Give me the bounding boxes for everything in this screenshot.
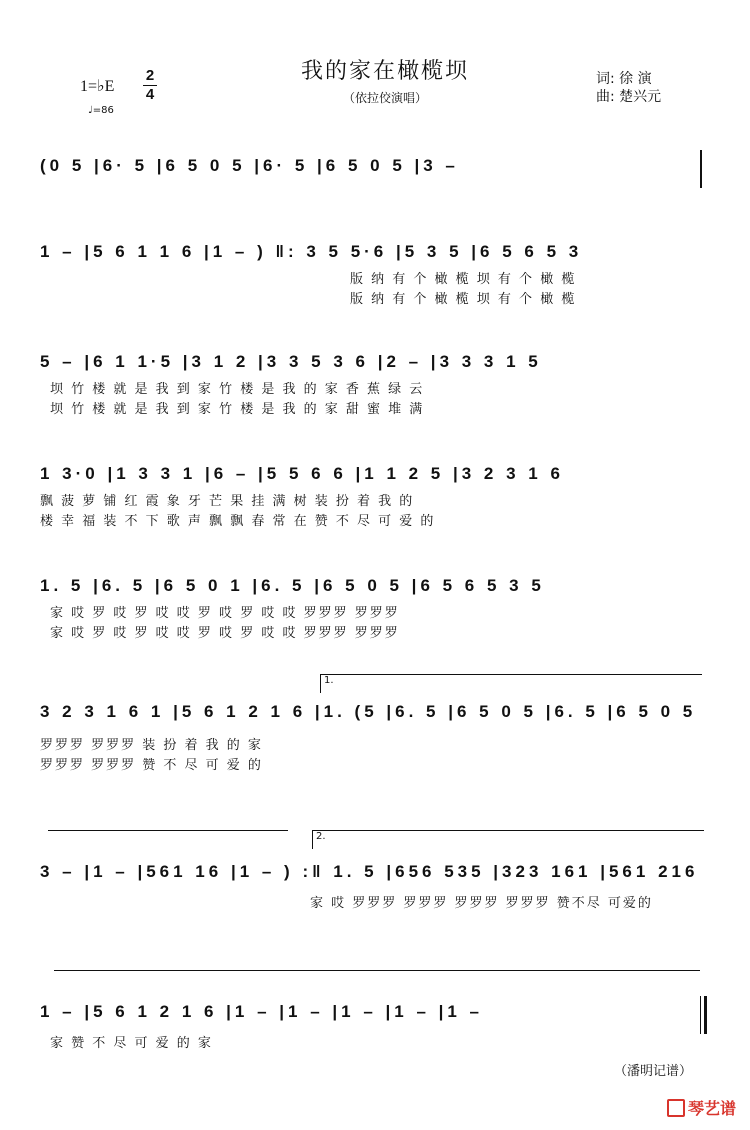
lyric-verse-1: 版 纳 有 个 橄 榄 坝 有 个 橄 榄 [350, 272, 577, 287]
logo-text: 琴艺谱 [687, 1099, 736, 1118]
transcriber-credit: （潘明记谱） [613, 1064, 692, 1079]
volta-bracket-2: 2. [312, 830, 704, 849]
song-title: 我的家在橄榄坝 [300, 59, 469, 84]
score-system [40, 236, 710, 316]
song-subtitle: （依拉佼演唱） [342, 91, 427, 105]
notes-line: 1 – |5 6 1 2 1 6 |1 – |1 – |1 – |1 – |1 – [40, 1002, 484, 1021]
time-signature-top: 2 [145, 67, 155, 84]
time-signature-bottom: 4 [145, 86, 155, 103]
score-system [40, 675, 710, 776]
logo-icon [667, 1099, 685, 1117]
lyric-verse-2: 罗罗罗 罗罗罗 赞 不 尽 可 爱 的 [40, 758, 263, 773]
score-system [40, 831, 710, 916]
lyric-verse-1: 家 赞 不 尽 可 爱 的 家 [50, 1036, 213, 1051]
notes-line: (0 5 |6· 5 |6 5 0 5 |6· 5 |6 5 0 5 |3 – [40, 156, 459, 175]
lyric-verse-1: 家 哎 罗 哎 罗 哎 哎 罗 哎 罗 哎 哎 罗罗罗 罗罗罗 [50, 606, 400, 621]
notes-line: 1 – |5 6 1 1 6 |1 – ) ‖: 3 5 5·6 |5 3 5 |6 5 6 5 3 [40, 242, 583, 261]
lyric-verse-2: 家 哎 罗 哎 罗 哎 哎 罗 哎 罗 哎 哎 罗罗罗 罗罗罗 [50, 626, 400, 641]
notes-line: 1 3·0 |1 3 3 1 |6 – |5 5 6 6 |1 1 2 5 |3 2 3 1 6 [40, 464, 564, 483]
notes-line: 3 2 3 1 6 1 |5 6 1 2 1 6 |1. (5 |6. 5 |6 5 0 5 |6. 5 |6 5 0 5 [40, 702, 697, 721]
volta-line-2-continuation [54, 970, 700, 971]
score-system [40, 458, 710, 538]
notes-line: 3 – |1 – |561 16 |1 – ) :‖ 1. 5 |656 535 |323 161 |561 216 [40, 862, 699, 881]
notes-line: 1. 5 |6. 5 |6 5 0 1 |6. 5 |6 5 0 5 |6 5 6 5 3 5 [40, 576, 545, 595]
volta-line-1-continuation [48, 830, 288, 831]
score-system [40, 150, 710, 190]
time-signature [143, 68, 157, 103]
notes-line: 5 – |6 1 1·5 |3 1 2 |3 3 5 3 6 |2 – |3 3 3 1 5 [40, 352, 542, 371]
lyric-verse-1: 飘 菠 萝 铺 红 霞 象 牙 芒 果 挂 满 树 装 扮 着 我 的 [40, 494, 415, 509]
score-system [40, 346, 710, 426]
composer-credit: 曲: 楚兴元 [596, 89, 662, 105]
lyric-verse-2: 楼 幸 福 装 不 下 歌 声 飘 飘 春 常 在 赞 不 尽 可 爱 的 [40, 514, 436, 529]
lyric-verse-2: 坝 竹 楼 就 是 我 到 家 竹 楼 是 我 的 家 甜 蜜 堆 满 [50, 402, 425, 417]
score-system [40, 570, 710, 650]
volta-bracket-1: 1. [320, 674, 702, 693]
score-system [40, 996, 710, 1056]
lyric-verse-2: 版 纳 有 个 橄 榄 坝 有 个 橄 榄 [350, 292, 577, 307]
lyricist-credit: 词: 徐 演 [596, 71, 652, 87]
tempo-mark: ♩=86 [88, 105, 114, 116]
site-logo [667, 1096, 736, 1119]
key-signature: 1=♭E [80, 78, 115, 95]
lyric-verse-1: 家 哎 罗罗罗 罗罗罗 罗罗罗 罗罗罗 赞不尽 可爱的 [310, 896, 653, 911]
lyric-verse-1: 坝 竹 楼 就 是 我 到 家 竹 楼 是 我 的 家 香 蕉 绿 云 [50, 382, 425, 397]
lyric-verse-1: 罗罗罗 罗罗罗 装 扮 着 我 的 家 [40, 738, 263, 753]
final-barline [700, 996, 707, 1034]
